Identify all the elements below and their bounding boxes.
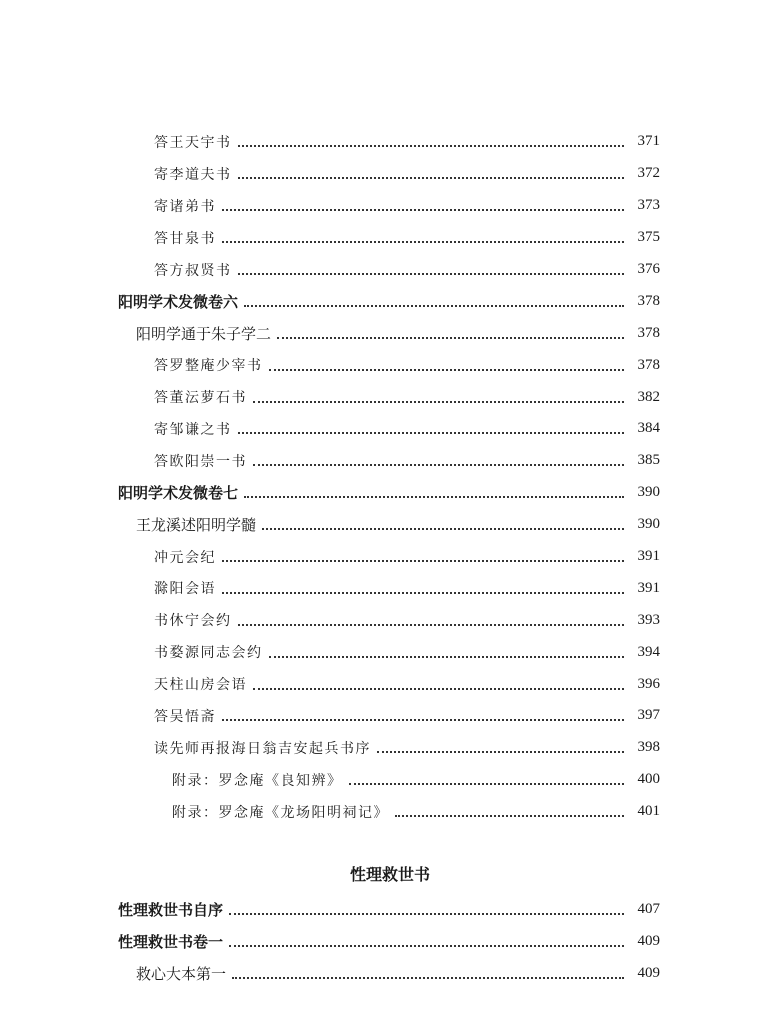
toc-entry-title: 阳明学术发微卷六	[118, 292, 239, 311]
toc-entry-page-number: 372	[637, 165, 660, 182]
dot-leader	[262, 527, 624, 530]
toc-entry-title: 附录：罗念庵《龙场阳明祠记》	[172, 804, 389, 821]
toc-entry-title: 答罗整庵少宰书	[154, 358, 263, 375]
toc-entry-page-number: 384	[637, 420, 660, 437]
toc-entry	[0, 477, 780, 509]
toc-entry-page-number: 401	[637, 803, 660, 820]
toc-entry-title: 寄诸弟书	[154, 198, 216, 215]
table-of-contents-continued	[0, 894, 780, 990]
dot-leader	[395, 814, 624, 817]
toc-entry	[0, 796, 780, 828]
toc-entry-page-number: 409	[637, 965, 660, 982]
dot-leader	[222, 208, 624, 211]
toc-entry	[0, 254, 780, 286]
toc-entry-title: 答董沄萝石书	[154, 390, 247, 407]
toc-entry	[0, 926, 780, 958]
toc-entry-page-number: 391	[637, 548, 660, 565]
toc-entry	[0, 541, 780, 573]
dot-leader	[238, 272, 625, 275]
dot-leader	[244, 495, 624, 498]
toc-entry	[0, 894, 780, 926]
dot-leader	[349, 782, 625, 785]
section-heading: 性理救世书	[349, 865, 430, 884]
dot-leader	[253, 687, 624, 690]
toc-entry-title: 书休宁会约	[154, 613, 232, 630]
toc-entry-title: 性理救世书卷一	[118, 933, 224, 952]
toc-entry-page-number: 378	[637, 324, 660, 341]
dot-leader	[253, 400, 624, 403]
toc-entry-page-number: 390	[637, 516, 660, 533]
toc-entry	[0, 604, 780, 636]
toc-entry-page-number: 382	[637, 388, 660, 405]
toc-entry-page-number: 409	[637, 933, 660, 950]
toc-entry-page-number: 393	[637, 611, 660, 628]
dot-leader	[244, 304, 624, 307]
dot-leader	[269, 368, 625, 371]
dot-leader	[277, 336, 624, 339]
toc-entry-page-number: 396	[637, 675, 660, 692]
toc-entry-page-number: 375	[637, 229, 660, 246]
toc-entry-title: 救心大本第一	[136, 965, 227, 984]
toc-entry-page-number: 378	[637, 292, 660, 309]
toc-entry	[0, 958, 780, 990]
toc-entry-title: 王龙溪述阳明学髓	[136, 516, 257, 535]
dot-leader	[232, 976, 624, 979]
toc-entry-page-number: 371	[637, 133, 660, 150]
toc-entry-title: 性理救世书自序	[118, 901, 224, 920]
toc-entry-title: 答方叔贤书	[154, 262, 232, 279]
toc-entry	[0, 636, 780, 668]
toc-entry-title: 阳明学通于朱子学二	[136, 324, 272, 343]
dot-leader	[229, 912, 624, 915]
dot-leader	[229, 944, 624, 947]
dot-leader	[222, 718, 624, 721]
toc-entry	[0, 572, 780, 604]
toc-entry-page-number: 397	[637, 707, 660, 724]
toc-entry-title: 答甘泉书	[154, 230, 216, 247]
dot-leader	[377, 750, 624, 753]
toc-entry-page-number: 373	[637, 197, 660, 214]
toc-entry	[0, 381, 780, 413]
toc-entry-title: 寄邹谦之书	[154, 421, 232, 438]
toc-entry-page-number: 385	[637, 452, 660, 469]
toc-entry-title: 阳明学术发微卷七	[118, 484, 239, 503]
toc-entry-page-number: 394	[637, 643, 660, 660]
dot-leader	[222, 559, 624, 562]
toc-entry-title: 答吴悟斋	[154, 708, 216, 725]
toc-entry	[0, 700, 780, 732]
dot-leader	[238, 431, 625, 434]
toc-entry-title: 读先师再报海日翁吉安起兵书序	[154, 740, 371, 757]
toc-entry	[0, 158, 780, 190]
toc-entry	[0, 349, 780, 381]
dot-leader	[222, 240, 624, 243]
toc-entry-page-number: 391	[637, 579, 660, 596]
toc-entry-title: 寄李道夫书	[154, 166, 232, 183]
dot-leader	[238, 176, 625, 179]
toc-entry	[0, 445, 780, 477]
table-of-contents	[0, 126, 780, 828]
dot-leader	[238, 144, 625, 147]
toc-entry	[0, 126, 780, 158]
toc-entry-title: 天柱山房会语	[154, 677, 247, 694]
toc-entry-page-number: 407	[637, 901, 660, 918]
toc-entry	[0, 668, 780, 700]
toc-entry-page-number: 398	[637, 739, 660, 756]
toc-entry-title: 答欧阳崇一书	[154, 453, 247, 470]
toc-entry-page-number: 378	[637, 356, 660, 373]
toc-entry	[0, 285, 780, 317]
dot-leader	[238, 623, 625, 626]
dot-leader	[269, 655, 625, 658]
dot-leader	[253, 463, 624, 466]
toc-entry	[0, 317, 780, 349]
toc-entry-page-number: 376	[637, 261, 660, 277]
toc-entry-title: 冲元会纪	[154, 549, 216, 566]
toc-entry	[0, 413, 780, 445]
toc-entry-title: 答王天宇书	[154, 134, 232, 151]
toc-entry-page-number: 390	[637, 484, 660, 501]
toc-entry-title: 滁阳会语	[154, 581, 216, 598]
toc-entry-title: 附录：罗念庵《良知辨》	[172, 772, 343, 789]
toc-entry	[0, 509, 780, 541]
toc-entry	[0, 732, 780, 764]
toc-entry	[0, 222, 780, 254]
toc-entry	[0, 190, 780, 222]
dot-leader	[222, 591, 624, 594]
toc-entry-title: 书婺源同志会约	[154, 645, 263, 662]
toc-entry-page-number: 400	[637, 771, 660, 788]
toc-entry	[0, 764, 780, 796]
